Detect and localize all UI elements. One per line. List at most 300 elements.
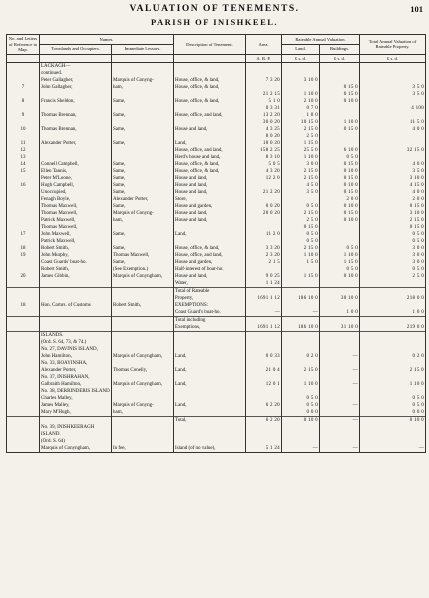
description-cell: House and garden, [174, 203, 246, 210]
occupier-cell [40, 133, 112, 140]
description-cell [174, 105, 246, 112]
lessor-cell [112, 224, 174, 231]
buildings-value-cell [320, 424, 360, 431]
description-cell: House, office, and land, [174, 147, 246, 154]
ref-no-cell: 20 [7, 273, 40, 280]
lessor-cell [112, 339, 174, 346]
occupier-cell: Hugh Campbell, [40, 182, 112, 189]
units-blank [7, 54, 40, 63]
lessor-cell: (See Exemption.) [112, 266, 174, 273]
buildings-value-cell: 0 10 0 [320, 182, 360, 189]
buildings-value-cell: 0 15 0 [320, 91, 360, 98]
description-cell: House, office, & land, [174, 98, 246, 105]
ref-no-cell [7, 367, 40, 374]
land-value-cell: 0 5 0 [282, 395, 320, 402]
land-value-cell: 1 10 0 [282, 154, 320, 161]
ref-no-cell [7, 224, 40, 231]
area-cell: 5 1 0 [246, 98, 282, 105]
buildings-value-cell [320, 224, 360, 231]
total-value-cell: 3 5 0 [360, 84, 426, 91]
table-row [7, 140, 426, 147]
ref-no-cell [7, 133, 40, 140]
total-value-cell [360, 317, 426, 325]
ref-no-cell [7, 395, 40, 402]
ref-no-cell [7, 346, 40, 353]
ref-no-cell [7, 417, 40, 425]
buildings-value-cell [320, 112, 360, 119]
lessor-cell [112, 309, 174, 316]
land-value-cell: 186 10 0 [282, 324, 320, 331]
header-total-valuation: Total Annual Valuation of Rateable Property. [360, 35, 426, 55]
description-cell: House and land, [174, 217, 246, 224]
land-value-cell: 3 0 0 [282, 161, 320, 168]
area-cell [246, 388, 282, 395]
lessor-cell [112, 324, 174, 331]
land-value-cell: 0 0 0 [282, 409, 320, 416]
area-cell [246, 196, 282, 203]
lessor-cell [112, 119, 174, 126]
lessor-cell: Marquis of Conyngham, [112, 353, 174, 360]
area-cell: 7 3 20 [246, 77, 282, 84]
occupier-cell [40, 280, 112, 288]
lessor-cell [112, 154, 174, 161]
area-cell [246, 374, 282, 381]
lessor-cell: Same, [112, 98, 174, 105]
buildings-value-cell [320, 77, 360, 84]
page-number: 101 [410, 4, 423, 14]
table-row [7, 63, 426, 71]
total-value-cell: 219 0 0 [360, 324, 426, 331]
buildings-value-cell [320, 332, 360, 340]
occupier-cell: Thomas Maxwell, [40, 224, 112, 231]
total-value-cell: 4 15 0 [360, 182, 426, 189]
area-cell: 20 0 20 [246, 210, 282, 217]
ref-no-cell [7, 332, 40, 340]
lessor-cell [112, 431, 174, 438]
area-cell [246, 317, 282, 325]
occupier-cell: Charles Malley, [40, 395, 112, 402]
area-cell [246, 395, 282, 402]
total-value-cell: 218 0 0 [360, 295, 426, 302]
land-value-cell: 1 10 0 [282, 91, 320, 98]
total-value-cell [360, 70, 426, 77]
land-value-cell: 2 15 0 [282, 367, 320, 374]
land-value-cell [282, 360, 320, 367]
table-row [7, 445, 426, 453]
lessor-cell [112, 63, 174, 71]
area-cell [246, 63, 282, 71]
land-value-cell: 0 15 0 [282, 224, 320, 231]
table-row [7, 259, 426, 266]
area-cell: 8 3 10 [246, 154, 282, 161]
occupier-cell [40, 105, 112, 112]
land-value-cell: 2 5 0 [282, 217, 320, 224]
description-cell: Coast Guard's boat-ho. [174, 309, 246, 316]
units-total: £ s. d. [360, 54, 426, 63]
area-cell: 0 0 20 [246, 203, 282, 210]
occupier-cell: John Hamilton, [40, 353, 112, 360]
table-row [7, 196, 426, 203]
lessor-cell [112, 332, 174, 340]
occupier-cell: Thomas Maxwell, [40, 210, 112, 217]
buildings-value-cell: 0 10 0 [320, 217, 360, 224]
ref-no-cell [7, 445, 40, 453]
lessor-cell: Thomas Maxwell, [112, 252, 174, 259]
table-row [7, 273, 426, 280]
occupier-cell [40, 147, 112, 154]
occupier-cell: Galbraith Hamilton, [40, 381, 112, 388]
ref-no-cell [7, 105, 40, 112]
units-land: £ s. d. [282, 54, 320, 63]
occupier-cell: James Gibbin, [40, 273, 112, 280]
table-row [7, 98, 426, 105]
description-cell: House and land, [174, 189, 246, 196]
lessor-cell: Alexander Porter, [112, 196, 174, 203]
lessor-cell: Marquis of Conyng- [112, 77, 174, 84]
area-cell: — [246, 309, 282, 316]
land-value-cell: 1 15 0 [282, 140, 320, 147]
ref-no-cell [7, 431, 40, 438]
lessor-cell [112, 288, 174, 296]
buildings-value-cell: 6 10 0 [320, 147, 360, 154]
header-lessors: Immediate Lessors. [112, 44, 174, 54]
description-cell: Land, [174, 140, 246, 147]
ref-no-cell: 7 [7, 84, 40, 91]
total-value-cell [360, 332, 426, 340]
occupier-cell: Coast Guards' boat-ho. [40, 259, 112, 266]
land-value-cell: 10 15 0 [282, 119, 320, 126]
total-value-cell: 1 10 0 [360, 381, 426, 388]
lessor-cell: Marquis of Conyng- [112, 402, 174, 409]
occupier-cell: John Gallagher, [40, 84, 112, 91]
ref-no-cell [7, 259, 40, 266]
area-cell [246, 217, 282, 224]
occupier-cell: ISLANDS. [40, 332, 112, 340]
land-value-cell: 2 15 0 [282, 210, 320, 217]
buildings-value-cell: 30 10 0 [320, 295, 360, 302]
lessor-cell: Same, [112, 175, 174, 182]
description-cell [174, 409, 246, 416]
table-row [7, 374, 426, 381]
total-value-cell: 0 2 0 [360, 353, 426, 360]
land-value-cell: 1 15 0 [282, 273, 320, 280]
total-value-cell: 3 5 0 [360, 168, 426, 175]
area-cell: 10 0 20 [246, 140, 282, 147]
occupier-cell: Peter M'Loone, [40, 175, 112, 182]
buildings-value-cell: — [320, 417, 360, 425]
buildings-value-cell: 0 15 0 [320, 161, 360, 168]
land-value-cell: 2 5 0 [282, 133, 320, 140]
ref-no-cell: 12 [7, 147, 40, 154]
lessor-cell [112, 295, 174, 302]
lessor-cell [112, 424, 174, 431]
lessor-cell: Same, [112, 259, 174, 266]
area-cell [246, 266, 282, 273]
buildings-value-cell: 0 15 0 [320, 175, 360, 182]
buildings-value-cell: 2 0 0 [320, 196, 360, 203]
table-row [7, 438, 426, 445]
table-row [7, 409, 426, 416]
total-value-cell: 0 5 0 [360, 231, 426, 238]
total-value-cell: 2 15 0 [360, 217, 426, 224]
area-cell [246, 238, 282, 245]
occupier-cell: LACKAGH— [40, 63, 112, 71]
buildings-value-cell: 1 0 0 [320, 309, 360, 316]
header-land: Land. [282, 44, 320, 54]
description-cell: House and land, [174, 175, 246, 182]
description-cell [174, 339, 246, 346]
occupier-cell: Peter Gallagher, [40, 77, 112, 84]
total-value-cell: 32 15 0 [360, 147, 426, 154]
land-value-cell: 0 7 0 [282, 105, 320, 112]
occupier-cell: No. 39, INISHKEERAGH [40, 424, 112, 431]
area-cell: 13 2 20 [246, 112, 282, 119]
buildings-value-cell [320, 133, 360, 140]
table-row [7, 203, 426, 210]
land-value-cell: 0 10 0 [282, 417, 320, 425]
land-value-cell: 0 5 0 [282, 238, 320, 245]
description-cell: Total of Rateable [174, 288, 246, 296]
buildings-value-cell: 1 10 0 [320, 119, 360, 126]
total-value-cell: 0 10 0 [360, 417, 426, 425]
ref-no-cell [7, 360, 40, 367]
lessor-cell [112, 105, 174, 112]
ref-no-cell [7, 63, 40, 71]
occupier-cell: (Ord. S. 64) [40, 438, 112, 445]
occupier-cell [40, 324, 112, 331]
area-cell [246, 288, 282, 296]
buildings-value-cell: — [320, 353, 360, 360]
total-value-cell: 3 5 0 [360, 91, 426, 98]
land-value-cell [282, 388, 320, 395]
occupier-cell: Marquis of Conyngham, [40, 445, 112, 453]
description-cell: Land, [174, 231, 246, 238]
lessor-cell: Same, [112, 140, 174, 147]
description-cell [174, 119, 246, 126]
ref-no-cell [7, 438, 40, 445]
total-value-cell: 4 0 0 [360, 189, 426, 196]
buildings-value-cell [320, 317, 360, 325]
lessor-cell [112, 395, 174, 402]
table-row [7, 168, 426, 175]
description-cell: Island (of no value), [174, 445, 246, 453]
buildings-value-cell [320, 388, 360, 395]
units-blank [40, 54, 112, 63]
area-cell: 1 1 24 [246, 280, 282, 288]
land-value-cell [282, 374, 320, 381]
buildings-value-cell [320, 280, 360, 288]
area-cell [246, 438, 282, 445]
description-cell: Herd's house and land, [174, 154, 246, 161]
occupier-cell: John Murphy, [40, 252, 112, 259]
description-cell: House, office, and land, [174, 112, 246, 119]
lessor-cell [112, 133, 174, 140]
occupier-cell [40, 288, 112, 296]
ref-no-cell [7, 388, 40, 395]
land-value-cell: 2 10 0 [282, 98, 320, 105]
buildings-value-cell: 1 15 0 [320, 259, 360, 266]
land-value-cell: — [282, 309, 320, 316]
buildings-value-cell [320, 105, 360, 112]
occupier-cell [40, 295, 112, 302]
description-cell [174, 374, 246, 381]
description-cell [174, 70, 246, 77]
buildings-value-cell: 31 10 0 [320, 324, 360, 331]
table-row [7, 280, 426, 288]
buildings-value-cell: 1 10 0 [320, 252, 360, 259]
total-value-cell [360, 431, 426, 438]
total-value-cell: 3 0 0 [360, 252, 426, 259]
buildings-value-cell: 0 15 0 [320, 189, 360, 196]
ref-no-cell: 11 [7, 140, 40, 147]
occupier-cell: Patrick Maxwell, [40, 217, 112, 224]
table-row [7, 309, 426, 316]
buildings-value-cell: 0 10 0 [320, 203, 360, 210]
lessor-cell: Same, [112, 126, 174, 133]
occupier-cell [40, 317, 112, 325]
lessor-cell: ham, [112, 217, 174, 224]
description-cell: House, office, & land, [174, 245, 246, 252]
total-value-cell [360, 280, 426, 288]
lessor-cell [112, 91, 174, 98]
total-value-cell: 4 0 0 [360, 126, 426, 133]
total-value-cell [360, 63, 426, 71]
land-value-cell: 1 10 0 [282, 381, 320, 388]
area-cell: 21 0 4 [246, 367, 282, 374]
lessor-cell: Same, [112, 161, 174, 168]
description-cell: Land, [174, 367, 246, 374]
lessor-cell: Marquis of Conyng- [112, 210, 174, 217]
area-cell: 8 0 20 [246, 133, 282, 140]
table-row [7, 332, 426, 340]
table-row [7, 402, 426, 409]
occupier-cell: ISLAND. [40, 431, 112, 438]
buildings-value-cell: — [320, 367, 360, 374]
total-value-cell: — [360, 445, 426, 453]
area-cell: 2 1 5 [246, 259, 282, 266]
occupier-cell: (Ord. S. 64, 73, & 74.) [40, 339, 112, 346]
land-value-cell [282, 266, 320, 273]
total-value-cell: 4 100 [360, 105, 426, 112]
buildings-value-cell: — [320, 381, 360, 388]
ref-no-cell [7, 70, 40, 77]
area-cell: 3 3 20 [246, 245, 282, 252]
area-cell: 21 2 20 [246, 189, 282, 196]
description-cell [174, 133, 246, 140]
area-cell [246, 84, 282, 91]
buildings-value-cell [320, 360, 360, 367]
table-row [7, 161, 426, 168]
lessor-cell [112, 147, 174, 154]
description-cell: House and garden, [174, 259, 246, 266]
ref-no-cell [7, 280, 40, 288]
table-row [7, 381, 426, 388]
buildings-value-cell: — [320, 402, 360, 409]
page-title: VALUATION OF TENEMENTS. [129, 4, 300, 14]
table-row [7, 252, 426, 259]
total-value-cell: 2 15 0 [360, 367, 426, 374]
buildings-value-cell: 0 15 0 [320, 210, 360, 217]
total-value-cell [360, 302, 426, 309]
area-cell [246, 182, 282, 189]
land-value-cell: 3 10 0 [282, 77, 320, 84]
total-value-cell [360, 424, 426, 431]
total-value-cell [360, 360, 426, 367]
occupier-cell: No. 27, DAVINIS ISLAND, [40, 346, 112, 353]
land-value-cell: 0 5 0 [282, 203, 320, 210]
description-cell [174, 431, 246, 438]
description-cell: House and land, [174, 182, 246, 189]
occupier-cell: James Malley, [40, 402, 112, 409]
area-cell: 0 0 33 [246, 353, 282, 360]
description-cell: Property, [174, 295, 246, 302]
land-value-cell: 2 15 0 [282, 168, 320, 175]
land-value-cell: 2 15 0 [282, 175, 320, 182]
lessor-cell: Same, [112, 245, 174, 252]
description-cell: Land, [174, 353, 246, 360]
land-value-cell: 1 10 0 [282, 252, 320, 259]
lessor-cell: Same, [112, 112, 174, 119]
header-rateable-valuation: Rateable Annual Valuation. [282, 35, 360, 45]
area-cell: 4 3 25 [246, 126, 282, 133]
occupier-cell: Thomas Brennan, [40, 126, 112, 133]
total-value-cell: 3 0 0 [360, 259, 426, 266]
total-value-cell: 3 0 0 [360, 245, 426, 252]
header-reference-no: No. and Letters of Reference to Map. [7, 35, 40, 55]
description-cell [174, 63, 246, 71]
lessor-cell: Same, [112, 182, 174, 189]
occupier-cell: No. 37, INISHRAHAN, [40, 374, 112, 381]
table-row [7, 424, 426, 431]
lessor-cell: Marquis of Conyngham, [112, 273, 174, 280]
description-cell: House and land, [174, 273, 246, 280]
total-value-cell [360, 388, 426, 395]
table-row [7, 367, 426, 374]
area-cell [246, 360, 282, 367]
ref-no-cell [7, 309, 40, 316]
occupier-cell: Mary M'Hugh, [40, 409, 112, 416]
units-blank [112, 54, 174, 63]
ref-no-cell: 18 [7, 245, 40, 252]
ref-no-cell [7, 203, 40, 210]
buildings-value-cell: 0 5 0 [320, 154, 360, 161]
land-value-cell: 2 15 0 [282, 126, 320, 133]
area-cell: 11 2 0 [246, 231, 282, 238]
area-cell: 5 0 5 [246, 161, 282, 168]
total-value-cell: 3 10 0 [360, 175, 426, 182]
land-value-cell [282, 339, 320, 346]
ref-no-cell [7, 353, 40, 360]
lessor-cell [112, 360, 174, 367]
ref-no-cell [7, 317, 40, 325]
land-value-cell [282, 424, 320, 431]
description-cell [174, 332, 246, 340]
total-value-cell: 3 10 0 [360, 210, 426, 217]
ref-no-cell [7, 196, 40, 203]
area-cell: 12 0 1 [246, 381, 282, 388]
buildings-value-cell [320, 63, 360, 71]
total-value-cell [360, 339, 426, 346]
total-value-cell [360, 140, 426, 147]
total-value-cell: 0 15 0 [360, 203, 426, 210]
table-row [7, 70, 426, 77]
area-cell: 9 0 25 [246, 273, 282, 280]
lessor-cell [112, 388, 174, 395]
lessor-cell [112, 317, 174, 325]
description-cell: Exemptions, [174, 324, 246, 331]
land-value-cell: 186 10 0 [282, 295, 320, 302]
description-cell: Half-interest of boat-ho. [174, 266, 246, 273]
